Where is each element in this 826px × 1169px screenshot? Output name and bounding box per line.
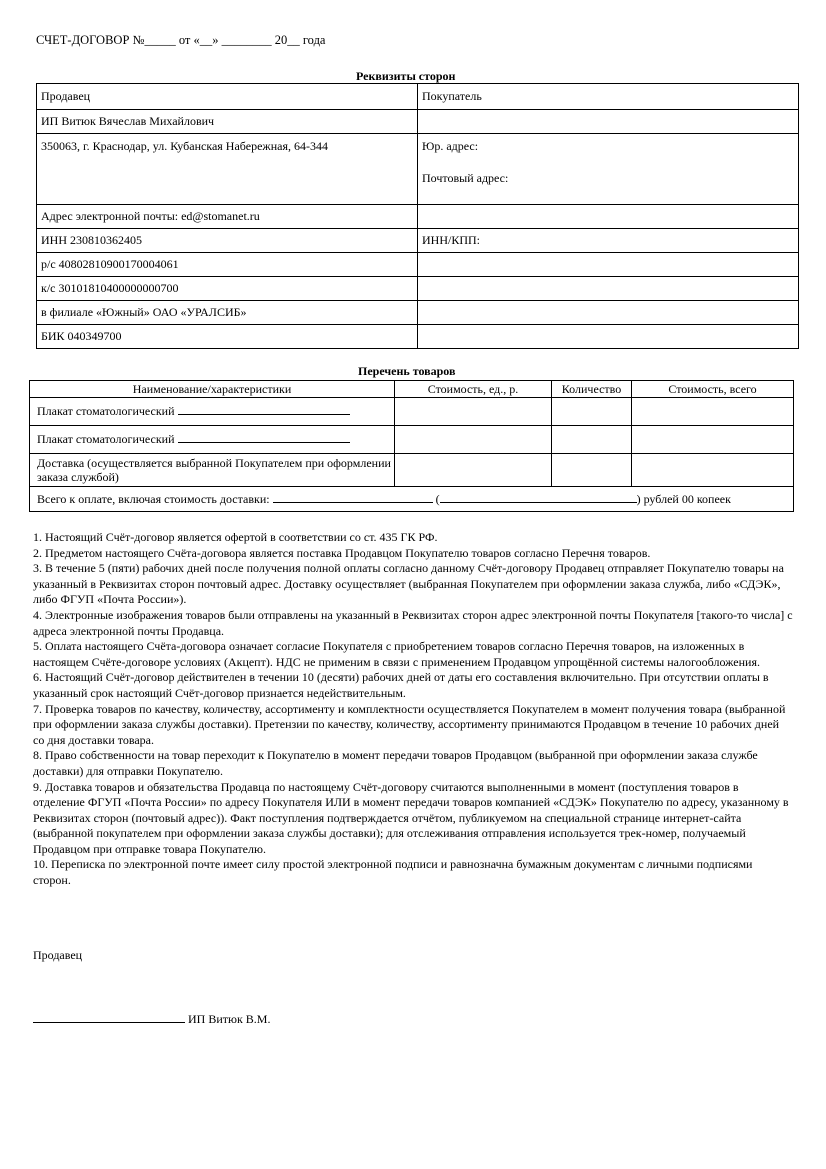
terms-list (33, 530, 793, 889)
buyer-address-cell (418, 134, 799, 205)
goods-item-name: Плакат стоматологический (37, 404, 175, 418)
term-item: 2. Предметом настоящего Счёта-договора является поставка Продавцом Покупателю товаров согласно Перечня товаров. (33, 545, 651, 560)
open-paren: ( (435, 491, 440, 506)
goods-item-cell (30, 398, 395, 426)
seller-corr-account: к/с 30101810400000000700 (37, 277, 418, 301)
goods-title: Перечень товаров (358, 364, 456, 378)
signature-seller-label: Продавец (33, 948, 83, 962)
signer-name: ИП Витюк В.М. (188, 1012, 271, 1026)
seller-email: Адрес электронной почты: ed@stomanet.ru (37, 205, 418, 229)
table-row (30, 454, 794, 487)
signature-blank (33, 1012, 185, 1023)
term-item: 9. Доставка товаров и обязательства Продавца по настоящему Счёт-договору считаются выполненными в момент (поступления товаров в отделение ФГУП «Почта России» по адресу Покупателя ИЛИ в момент передачи товаров компанией «СДЭК» Покупателю по адресу, указанному в Реквизитах сторон (почтовый адрес)). Факт поступления подтверждается отчётом, публикуемом на специальной странице интернет-сайта (выбранной покупателем при оформлении заказа службы доставки); для отслеживания отправления используется трек-номер, получаемый Продавцом при отправке товара Покупателю. (33, 779, 789, 856)
blank-line (273, 492, 433, 503)
table-row (30, 426, 794, 454)
goods-col-total: Стоимость, всего (632, 381, 794, 398)
blank-line (178, 432, 350, 443)
goods-item-cell (30, 426, 395, 454)
seller-inn: ИНН 230810362405 (37, 229, 418, 253)
term-item: 10. Переписка по электронной почте имеет силу простой электронной подписи и равнозначна бумажным документам с личными подписями сторон. (33, 857, 753, 888)
term-item: 8. Право собственности на товар переходит к Покупателю в момент передачи товаров Продавцом (выбранной при оформлении заказа службе доставки) для отправки Покупателю. (33, 748, 758, 778)
buyer-postal-address: Почтовый адрес: (422, 171, 509, 185)
seller-bik: БИК 040349700 (37, 325, 418, 349)
goods-col-name: Наименование/характеристики (30, 381, 395, 398)
table-row (30, 487, 794, 512)
buyer-bik-cell (418, 325, 799, 349)
blank-line (440, 492, 637, 503)
buyer-branch-cell (418, 301, 799, 325)
parties-table (36, 83, 799, 349)
table-row (30, 398, 794, 426)
term-item: 6. Настоящий Счёт-договор действителен в течении 10 (десяти) рабочих дней от даты его составления включительно. При отсутствии оплаты в указанный срок настоящий Счёт-договор признается недействительным. (33, 670, 769, 700)
seller-branch: в филиале «Южный» ОАО «УРАЛСИБ» (37, 301, 418, 325)
goods-total-suffix: ) рублей 00 копеек (636, 491, 731, 506)
buyer-name-cell (418, 110, 799, 134)
buyer-inn-kpp: ИНН/КПП: (418, 229, 799, 253)
term-item: 4. Электронные изображения товаров были отправлены на указанный в Реквизитах сторон адрес электронной почты Покупателя [такого-то числа] с адреса электронной почты Продавца. (33, 607, 793, 638)
goods-delivery: Доставка (осуществляется выбранной Покупателем при оформлении заказа службой) (30, 454, 395, 487)
goods-item-name: Плакат стоматологический (37, 432, 175, 446)
term-item: 1. Настоящий Счёт-договор является офертой в соответствии со ст. 435 ГК РФ. (33, 530, 438, 544)
buyer-legal-address: Юр. адрес: (422, 139, 479, 153)
goods-col-quantity: Количество (552, 381, 632, 398)
buyer-account-cell (418, 253, 799, 277)
term-item: 3. В течение 5 (пяти) рабочих дней после получения полной оплаты согласно данному Счёт-договору Продавец отправляет Покупателю товары на указанный в Реквизитах сторон почтовый адрес. Доставку осуществляет (выбранная Покупателем при оформлении заказа служба, либо «СДЭК», либо ФГУП «Почта России»). (33, 561, 784, 607)
goods-col-unit-price: Стоимость, ед., р. (395, 381, 552, 398)
term-item: 5. Оплата настоящего Счёта-договора означает согласие Покупателя с приобретением товаров согласно Перечня товаров, на изложенных в настоящем Счёте-договоре условиях (Акцепт). НДС не применим в связи с применением Продавцом упрощённой системы налогообложения. (33, 639, 760, 669)
term-item: 7. Проверка товаров по качеству, количеству, ассортименту и комплектности осуществляется Покупателем в момент получения товара (выбранной при оформлении заказа службы доставки). Претензии по качеству, количеству, ассортименту принимаются Продавцом в течение 10 рабочих дней со дня доставки товара. (33, 701, 786, 747)
seller-address: 350063, г. Краснодар, ул. Кубанская Набережная, 64-344 (37, 134, 418, 205)
seller-header: Продавец (37, 84, 418, 110)
seller-account: р/с 40802810900170004061 (37, 253, 418, 277)
requisites-title: Реквизиты сторон (356, 69, 456, 83)
buyer-corr-account-cell (418, 277, 799, 301)
goods-total-label: Всего к оплате, включая стоимость доставки: (37, 491, 270, 506)
buyer-email-cell (418, 205, 799, 229)
signature-line (33, 1012, 270, 1027)
seller-name: ИП Витюк Вячеслав Михайлович (37, 110, 418, 134)
goods-table (29, 380, 794, 512)
blank-line (178, 404, 350, 415)
buyer-header: Покупатель (418, 84, 799, 110)
document-title: СЧЕТ-ДОГОВОР №_____ от «__» ________ 20__ года (36, 33, 326, 47)
goods-total-row (30, 487, 794, 512)
